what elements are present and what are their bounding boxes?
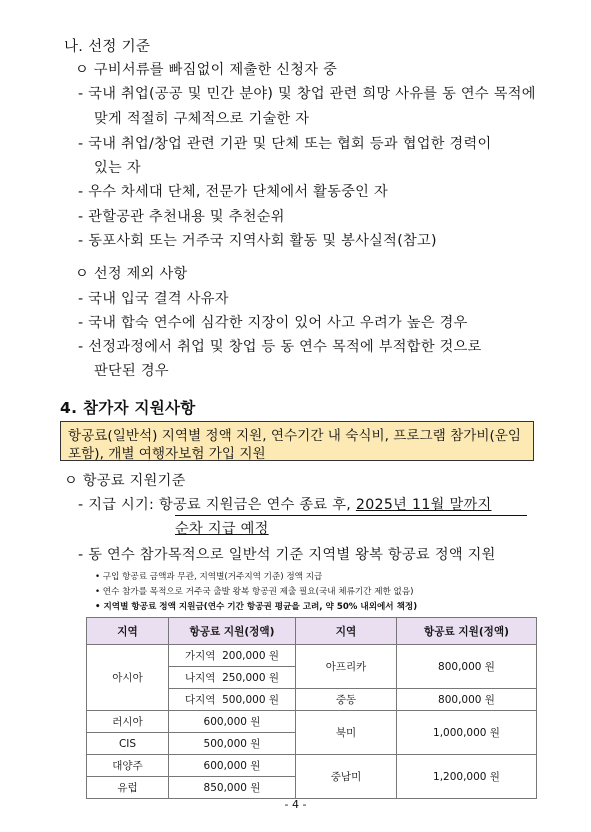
amount-cell: 가지역 200,000 원 [169, 645, 296, 667]
region-cell: 중동 [296, 689, 397, 711]
region-cell: 아프리카 [296, 645, 397, 689]
table-header-row [87, 618, 537, 645]
amount-cell: 다지역 500,000 원 [169, 689, 296, 711]
criteria-line: - 국내 취업(공공 및 민간 분야) 및 창업 관련 희망 사유를 동 연수 목적에 [78, 86, 536, 102]
exclusion-line: - 국내 입국 결격 사유자 [78, 291, 229, 307]
note-line: • 연수 참가를 목적으로 거주국 출발 왕복 항공권 제출 필요(국내 체류기간 제한 없음) [95, 587, 414, 597]
table-row [87, 711, 537, 733]
exclusion-line: ㅇ 선정 제외 사항 [75, 266, 188, 282]
airfare-heading: ㅇ 항공료 지원기준 [64, 473, 186, 489]
support-summary-box [60, 421, 534, 461]
note-line: • 지역별 항공료 정액 지원금(연수 기간 항공권 평균을 고려, 약 50% 내외에서 책정) [95, 602, 418, 612]
amount-cell: 1,200,000 원 [397, 755, 537, 799]
criteria-line: 맞게 적절히 구체적으로 기술한 자 [94, 111, 310, 127]
region-cell: 북미 [296, 711, 397, 755]
amount-cell: 나지역 250,000 원 [169, 667, 296, 689]
table-header: 항공료 지원(정액) [397, 618, 537, 645]
payment-timing [78, 494, 491, 514]
criteria-line: - 동포사회 또는 거주국 지역사회 활동 및 봉사실적(참고) [78, 233, 437, 249]
airfare-table [86, 617, 537, 799]
amount-cell: 600,000 원 [169, 711, 296, 733]
criteria-line: - 관할공관 추천내용 및 추천순위 [78, 209, 285, 225]
summary-line: 포함), 개별 여행자보험 가입 지원 [68, 446, 266, 462]
region-cell: 아시아 [87, 645, 169, 711]
payment-timing-line2: 순차 지급 예정 [175, 521, 269, 537]
selection-heading: 나. 선정 기준 [64, 39, 151, 55]
regional-support: - 동 연수 참가목적으로 일반석 기준 지역별 왕복 항공료 정액 지원 [78, 547, 496, 563]
page-number: - 4 - [284, 798, 307, 811]
region-cell: 유럽 [87, 777, 169, 799]
table-header: 항공료 지원(정액) [169, 618, 296, 645]
exclusion-line: - 국내 합숙 연수에 심각한 지장이 있어 사고 우려가 높은 경우 [78, 315, 468, 331]
amount-cell: 500,000 원 [169, 733, 296, 755]
table-header: 지역 [296, 618, 397, 645]
amount-cell: 600,000 원 [169, 755, 296, 777]
amount-cell: 800,000 원 [397, 645, 537, 689]
table-row [87, 755, 537, 777]
exclusion-line: 판단된 경우 [94, 363, 169, 379]
region-cell: 러시아 [87, 711, 169, 733]
region-cell: 중남미 [296, 755, 397, 799]
criteria-line: - 국내 취업/창업 관련 기관 및 단체 또는 협회 등과 협업한 경력이 [78, 136, 492, 152]
criteria-line: 있는 자 [94, 160, 141, 176]
summary-line: 항공료(일반석) 지역별 정액 지원, 연수기간 내 숙식비, 프로그램 참가비(운임 [68, 428, 522, 444]
payment-timing-prefix: - 지급 시기: 항공료 지원금은 연수 종료 후, [78, 497, 356, 513]
amount-cell: 1,000,000 원 [397, 711, 537, 755]
amount-cell: 850,000 원 [169, 777, 296, 799]
amount-cell: 800,000 원 [397, 689, 537, 711]
criteria-line: - 우수 차세대 단체, 전문가 단체에서 활동중인 자 [78, 184, 388, 200]
criteria-line: ㅇ 구비서류를 빠짐없이 제출한 신청자 중 [75, 62, 338, 78]
table-header: 지역 [87, 618, 169, 645]
region-cell: 대양주 [87, 755, 169, 777]
underline-rule [175, 515, 527, 516]
note-line: • 구입 항공료 금액과 무관, 지역별(거주지역 기준) 정액 지급 [95, 572, 323, 582]
region-cell: CIS [87, 733, 169, 755]
payment-timing-deadline: 2025년 11월 말까지 [355, 497, 492, 513]
exclusion-line: - 선정과정에서 취업 및 창업 등 동 연수 목적에 부적합한 것으로 [78, 339, 482, 355]
section-title: 4. 참가자 지원사항 [60, 399, 196, 417]
table-row [87, 645, 537, 667]
